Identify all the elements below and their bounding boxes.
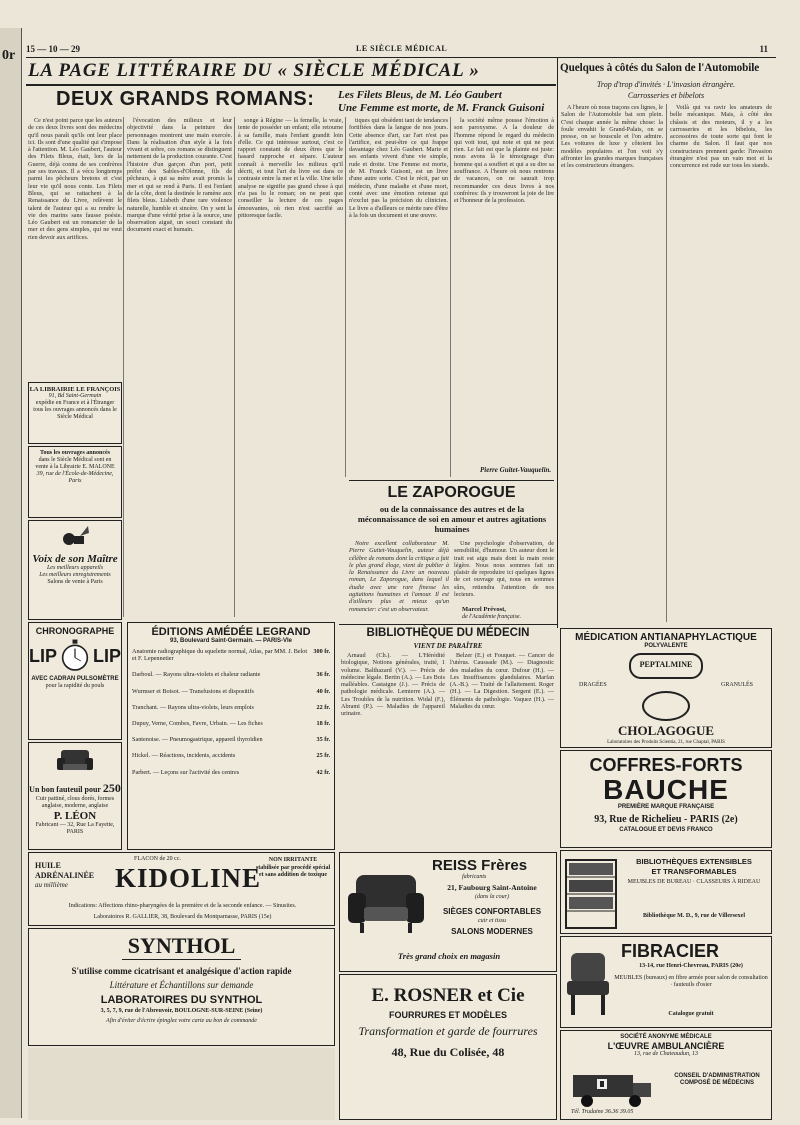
ad-title: Un bon fauteuil pour bbox=[29, 785, 101, 794]
book-item bbox=[132, 736, 330, 743]
ad-title: BIBLIOTHÈQUES EXTENSIBLES bbox=[636, 857, 752, 866]
book-price: 35 fr. bbox=[316, 736, 330, 744]
book-item bbox=[132, 704, 330, 711]
ad-text: MEUBLES (bureaux) en fibre armée pour salon de consultation · fauteuils d'osier bbox=[614, 975, 768, 988]
ad-title: SOCIÉTÉ ANONYME MÉDICALE bbox=[620, 1034, 712, 1040]
ad-council: CONSEIL D'ADMINISTRATION COMPOSÉ DE MÉDECINS bbox=[674, 1073, 760, 1086]
ad-subtitle: Les meilleurs appareils bbox=[46, 565, 104, 571]
ad-fibracier bbox=[560, 936, 772, 1028]
ad-subtitle: AVEC CADRAN PULSOMÈTRE bbox=[31, 676, 119, 682]
ad-catalogue: Catalogue gratuit bbox=[668, 1011, 714, 1017]
armchair-icon bbox=[55, 746, 95, 776]
ad-text: Cuir pattiné, clous dorés, formes anglaise, moderne, anglaise bbox=[35, 796, 115, 809]
book-price: 25 fr. bbox=[316, 752, 330, 760]
ad-brand: Voix de son Maître bbox=[32, 553, 118, 565]
ad-subtitle: POLYVALENTE bbox=[644, 643, 688, 649]
ad-address: 13, rue de Chateaudun, 13 bbox=[634, 1051, 698, 1057]
zaporogue-signature: Marcel Prévost, bbox=[462, 606, 506, 613]
article-column-1 bbox=[28, 117, 122, 379]
ad-subtitle: PREMIÈRE MARQUE FRANÇAISE bbox=[617, 804, 715, 810]
feature-subtitle-1: Les Filets Bleus, de M. Léo Gaubert bbox=[338, 89, 502, 101]
ad-brand: SYNTHOL bbox=[122, 933, 242, 960]
left-edge-fragment bbox=[0, 28, 22, 1118]
book-price: 42 fr. bbox=[316, 768, 330, 776]
feature-headline: DEUX GRANDS ROMANS: bbox=[56, 88, 315, 110]
stopwatch-icon bbox=[61, 636, 89, 676]
ad-address: 48, Rue du Colisée, 48 bbox=[391, 1045, 505, 1059]
book-item bbox=[132, 720, 330, 727]
book-title: Dupuy, Verne, Combes, Favre, Urbain. — Les fiches bbox=[132, 720, 263, 728]
running-header bbox=[26, 44, 776, 56]
article-column-5 bbox=[454, 117, 554, 465]
header-journal: LE SIÈCLE MÉDICAL bbox=[356, 44, 448, 53]
ad-right-line-1: NON IRRITANTE bbox=[268, 857, 318, 863]
ad-right-line-2: stabilisée par procédé spécial et sans addition de toxique bbox=[255, 865, 331, 878]
article-column-3 bbox=[238, 117, 343, 617]
banner-rule bbox=[26, 84, 556, 86]
ad-fauteuil-p-leon bbox=[28, 742, 122, 850]
bottom-left-strip bbox=[28, 1048, 335, 1120]
biblio-left-list bbox=[341, 652, 445, 848]
col-rule bbox=[450, 117, 451, 477]
col-rule bbox=[234, 117, 235, 617]
ad-title: LA LIBRAIRIE LE FRANÇOIS bbox=[29, 386, 121, 393]
ad-left-line-1: HUILE bbox=[35, 861, 61, 870]
auto-left-paragraph: A l'heure où nous traçons ces lignes, le Salon de l'Automobile bat son plein. C'est chaque année la même chose: la foule envahit le Grand-Palais, on se presse, on se bouscule et l'on admire. Les voitures de luxe y côtoient les modèles populaires et l'on voit s'y affronter les grandes marques françaises et les constructeurs étrangers. bbox=[561, 104, 663, 170]
ad-medication-peptalmine bbox=[560, 628, 772, 748]
ad-left-line-2: ADRÉNALINÉE bbox=[35, 871, 95, 880]
zaporogue-subtitle: ou de la connaissance des autres et de la méconnaissance de soi en amour et autres agitations humaines bbox=[357, 504, 547, 534]
biblio-left-entries: Arnaud (Ch.). — L'Hérédité biologique, Notions générales, traité, 1 volume. Balthazard (V.). — Précis de médecine légale. Bertin (A.). — Les Bois malléables. Castaigne (J.). — Précis de pathologie médicale. Lemierre (A.). — Les Troubles de la nutrition. Widal (F.), Abrami (P.). — Maladies de l'appareil urinaire. bbox=[341, 652, 445, 718]
zaporogue-top-rule bbox=[349, 480, 554, 481]
ad-brand: LIP bbox=[29, 645, 58, 666]
header-page-number: 11 bbox=[759, 44, 768, 54]
ad-title: COFFRES-FORTS bbox=[589, 755, 743, 775]
zaporogue-left-text bbox=[349, 540, 449, 620]
ad-line-3: LABORATOIRES DU SYNTHOL bbox=[100, 994, 263, 1006]
auto-right-text bbox=[670, 104, 772, 622]
column-4-text: tiques qui obsèdent tant de tendances fortifiées dans la langue de nos jours. Cette absence d'art, car l'art n'est pas l'artifice, est peut-être ce qui frappe davantage chez Léo Gaubert. Marie et ses enfants vivent d'une vie simple, rude et droite. Une Femme est morte, de M. Franck Guisoni, est un livre d'une autre sorte. C'est le récit, par un médecin, d'une maladie et d'une mort, conté avec une émotion retenue qui n'exclut pas la précision du clinicien. Le livre a d'ailleurs ce mérite rare d'être à la fois un document et une œuvre. bbox=[349, 117, 448, 219]
ad-text: Transformation et garde de fourrures bbox=[358, 1024, 538, 1038]
ad-title: MÉDICATION ANTIANAPHYLACTIQUE bbox=[575, 632, 757, 643]
ad-price: 250 bbox=[102, 781, 121, 795]
ad-subtitle: FOURRURES ET MODÈLES bbox=[388, 1010, 507, 1020]
ad-dragees: DRAGÉES bbox=[579, 682, 607, 688]
peptalmine-seal bbox=[642, 691, 690, 721]
ad-granules: GRANULÉS bbox=[720, 682, 753, 688]
vertical-divider-right bbox=[557, 58, 558, 628]
ad-voix-de-son-maitre bbox=[28, 520, 122, 620]
book-item bbox=[132, 752, 330, 759]
book-title: Parbert. — Leçons sur l'activité des centres bbox=[132, 768, 240, 776]
ad-title: FIBRACIER bbox=[621, 941, 719, 961]
ad-line-3: SALONS MODERNES bbox=[451, 927, 533, 936]
book-price: 18 fr. bbox=[316, 720, 330, 728]
article-column-2 bbox=[127, 117, 232, 617]
header-date: 15 — 10 — 29 bbox=[26, 44, 80, 54]
zaporogue-title: LE ZAPOROGUE bbox=[387, 484, 516, 501]
ad-bibliotheques-extensibles bbox=[560, 850, 772, 934]
ad-left-line-3: au millième bbox=[35, 881, 68, 889]
ad-text: dans le Siècle Médical sont en vente à la Librairie E. MALONE bbox=[35, 457, 115, 470]
ad-address: 3, 5, 7, 9, rue de l'Abreuvoir, BOULOGNE-SUR-SEINE (Seine) bbox=[100, 1008, 263, 1014]
biblio-right-entries: Belzer (E.) et Fouquet. — Cancer de l'utérus. Caussade (M.). — Diagnostic des maladies du cœur. Dufour (H.). — Les Insuffisances glandulaires. Marfan (A.-B.). — Traité de l'allaitement. Roger (H.). — La Digestion. Sergent (E.). — Éléments de pathologie. Vaquez (H.). — Maladies du cœur. bbox=[450, 652, 554, 711]
ad-librairie-malone bbox=[28, 446, 122, 518]
ad-text: MEUBLES DE BUREAU · CLASSEURS À RIDEAU bbox=[627, 879, 761, 885]
armchair-icon bbox=[346, 869, 426, 939]
ad-brand-repeat: LIP bbox=[92, 645, 121, 666]
ad-text: pour la rapidité du pouls bbox=[45, 683, 105, 689]
biblio-right-list bbox=[450, 652, 554, 848]
auto-left-text bbox=[561, 104, 663, 622]
ad-lab: Laboratoires R. GALLIER, 38, Boulevard du Montparnasse, PARIS (15e) bbox=[93, 914, 272, 920]
ad-oeuvre-ambulanciere bbox=[560, 1030, 772, 1120]
col-rule bbox=[123, 117, 124, 617]
book-item bbox=[132, 769, 330, 776]
ad-text: Salons de vente à Paris bbox=[47, 579, 103, 585]
ad-line-4: Très grand choix en magasin bbox=[397, 951, 501, 961]
ad-title: CHRONOGRAPHE bbox=[35, 626, 115, 636]
auto-subtitle-1: Trop d'trop d'invités · L'invasion étrangère. bbox=[596, 80, 736, 89]
wicker-chair-icon bbox=[565, 951, 611, 1017]
ad-coffres-forts-bauche bbox=[560, 750, 772, 848]
ad-address: 39, rue de l'École-de-Médecine, Paris bbox=[36, 471, 114, 484]
book-item bbox=[132, 671, 330, 678]
zaporogue-left-paragraph: Notre excellent collaborateur M. Pierre Guitet-Vauquelin, auteur déjà célèbre de romans dont la critique a fait le plus grand éloge, vient de publier à la Renaissance du Livre un nouveau roman, Le Zaporogue, dans lequel il étudie avec une rare finesse les agitations humaines et l'amour. Il est d'ailleurs plus et mieux qu'un romancier: c'est un observateur. bbox=[349, 540, 449, 613]
ad-flacon: FLACON de 20 cc. bbox=[134, 856, 181, 862]
ad-text: expédie en France et à l'Étranger tous les ouvrages annoncés dans le Siècle Médical bbox=[33, 400, 117, 420]
ad-title: E. ROSNER et Cie bbox=[371, 985, 525, 1006]
ad-address: Fabricant — 32, Rue La Fayette, PARIS bbox=[35, 822, 115, 835]
book-title: Hickel. — Réactions, incidents, accidents bbox=[132, 752, 236, 760]
gramophone-dog-icon bbox=[60, 524, 90, 553]
zaporogue-signature-sub: de l'Académie française. bbox=[462, 614, 522, 620]
ad-subtitle: ET TRANSFORMABLES bbox=[651, 867, 737, 876]
ad-title: REISS Frères bbox=[432, 857, 528, 874]
ad-line-2: cuir et tissu bbox=[478, 918, 506, 924]
ad-line-2: Littérature et Échantillons sur demande bbox=[109, 980, 254, 990]
ad-address: 13-14, rue Henri-Chevreau, PARIS (20e) bbox=[639, 963, 743, 969]
ad-reiss-freres bbox=[339, 852, 557, 972]
ad-subtitle-2: Les meilleurs enregistrements bbox=[39, 572, 111, 578]
ad-footer: Laboratoires des Produits Scientia, 21, rue Chaptal, PARIS bbox=[607, 740, 725, 745]
literary-page-banner: LA PAGE LITTÉRAIRE DU « SIÈCLE MÉDICAL » bbox=[28, 60, 480, 81]
column-2-text: l'évocation des milieux et leur objectivité dans la peinture des personnages montrent une main exercée. Dans la réalisation d'un style à la fois vivant et sobre, ces romans se distinguent nettement de la production courante. C'est l'histoire d'un garçon d'un port, petit préfet des Sables-d'Olonne, fils de pêcheurs, à qui sa mère avait promis la mer et qui se rend à Paris. Il est l'enfant de la côte, dont la destinée le ramène aux filets bleus. Lisbeth d'une rare violence naturelle, humble et sincère. On y sent la marque d'une vérité prise à la source, une observation aiguë, un souci constant du document exact et humain. bbox=[127, 117, 232, 234]
article-signature: Pierre Guitet-Vauquelin. bbox=[480, 466, 552, 474]
article-column-4 bbox=[349, 117, 448, 477]
auto-right-paragraph: Voilà qui va ravir les amateurs de belle mécanique. Mais, à côté des châssis et des moteurs, il y a les carrosseries et les bibelots, les accessoires de toute sorte qui font le charme du Salon. Il faut que nos constructeurs prennent garde: l'invasion étrangère n'est pas un vain mot et la concurrence est rude sur tous les stands. bbox=[670, 104, 772, 170]
ad-brand: KIDOLINE bbox=[115, 863, 262, 893]
header-rule bbox=[26, 57, 776, 58]
biblio-top-rule bbox=[339, 624, 557, 625]
book-title: Tranchant. — Rayons ultra-violets, leurs emplois bbox=[132, 703, 254, 711]
ad-footer: Afin d'éviter d'écrire épinglez votre carte au bon de commande bbox=[106, 1018, 257, 1024]
peptalmine-badge: PEPTALMINE bbox=[629, 653, 703, 679]
zaporogue-right-text bbox=[454, 540, 554, 608]
column-1-text: Ce n'est point parce que les auteurs de ces deux livres sont des médecins qu'il nous paraît qu'ils ont leur place ici. Ils sont d'une qualité qui s'impose à l'attention. M. Léo Gaubert, l'auteur des Filets Bleus, était, lors de la Guerre, déjà connu de ses confrères par ses travaux. Il a vécu longtemps parmi les pêcheurs bretons et c'est leur vie qu'il nous conte. Les Filets Bleus, qui se rattachent à la Renaissance du Livre, relèvent le talent de l'auteur qui a su rendre la vie des marins sans fausse poésie. Léo Gaubert est un romancier de la mer et des gens simples, qui ne veut rien devoir aux artifices. bbox=[28, 117, 122, 241]
ad-brand: L'ŒUVRE AMBULANCIÈRE bbox=[607, 1041, 725, 1051]
bookcase-icon bbox=[565, 859, 617, 929]
ad-rosner bbox=[339, 974, 557, 1120]
left-edge-text: 0r bbox=[2, 48, 16, 63]
book-price: 300 fr. bbox=[313, 648, 330, 655]
book-title: Wurmser et Boisot. — Transfusions et dispositifs bbox=[132, 687, 254, 695]
ad-title: Tous les ouvrages annoncés bbox=[40, 450, 110, 456]
ad-name: CHOLAGOGUE bbox=[617, 723, 715, 738]
column-5-text: la société même pousse l'émotion à son paroxysme. A la douleur de l'homme répond le regard du médecin qui voit tout, qui note et qui ne peut rien. Le fait est que la plainte est juste: nous avons là le témoignage d'un homme qui a souffert et qui a su dire sa souffrance. A l'heure où nous rentrons de vacances, on ne saurait trop recommander ces deux livres à nos confrères: ils y trouveront la joie de lire et l'honneur de la profession. bbox=[454, 117, 554, 205]
ad-indications: Indications: Affections rhino-pharyngées de la première et de la seconde enfance. — Sinusites. bbox=[68, 903, 297, 909]
ad-telephone: Tél. Trudaine 36.36 39.05 bbox=[571, 1109, 634, 1115]
ad-address: 91, Bd Saint-Germain bbox=[48, 393, 102, 399]
biblio-subtitle: VIENT DE PARAÎTRE bbox=[413, 642, 483, 650]
ad-address-2: (dans la cour) bbox=[475, 894, 509, 900]
auto-title: Quelques à côtés du Salon de l'Automobile bbox=[560, 62, 760, 74]
ad-librairie-le-francois bbox=[28, 382, 122, 444]
ad-brand: BAUCHE bbox=[603, 774, 729, 805]
ad-lip-chronograph bbox=[28, 622, 122, 740]
ad-synthol bbox=[28, 928, 335, 1046]
ambulance-car-icon bbox=[567, 1069, 657, 1109]
zaporogue-right-paragraph: Une psychologie d'observation, de sensibilité, d'humour. Un auteur dont le trait est aigu mais dont la main reste légère. Nous nous sommes fait un plaisir de reproduire ici quelques lignes de cet ouvrage qui, nous en sommes sûrs, retiendra l'attention de nos lecteurs. bbox=[454, 540, 554, 599]
ad-address: Bibliothèque M. D., 9, rue de Villersexel bbox=[643, 913, 745, 919]
book-title: Santenoise. — Pneumogastrique, appareil thyroïdien bbox=[132, 736, 263, 744]
ad-line-1: SIÈGES CONFORTABLES bbox=[442, 907, 542, 916]
book-title: Darboul. — Rayons ultra-violets et chaleur radiante bbox=[132, 671, 261, 679]
book-item bbox=[132, 648, 330, 662]
ad-title: ÉDITIONS AMÉDÉE LEGRAND bbox=[151, 626, 311, 638]
book-price: 40 fr. bbox=[316, 687, 330, 695]
book-price: 36 fr. bbox=[316, 671, 330, 679]
ad-tag: fabricants bbox=[462, 874, 487, 880]
book-title: Anatomie radiographique du squelette normal, Atlas, par MM. J. Belot et F. Lepennetier bbox=[132, 648, 308, 663]
column-3-text: songe à Régine — la femelle, la vraie, tente de posséder un enfant; elle retourne à sa famille, mais l'enfant grandit loin d'elle. Ce qui intéresse surtout, c'est ce rapport constant de deux êtres que le hasard rapproche et sépare. L'auteur connaît à merveille les milieux qu'il décrit, et tout l'art du livre est dans ce contraste entre la mer et la ville. Une telle analyse ne signifie pas grand chose à qui n'a pas lu le roman; on ne peut que conseiller la lecture de ces pages émouvantes, où rien n'est sacrifié au pittoresque facile. bbox=[238, 117, 343, 219]
book-list bbox=[128, 648, 334, 776]
col-rule bbox=[666, 104, 667, 622]
ad-address: 93, Rue de Richelieu - PARIS (2e) bbox=[594, 814, 738, 825]
col-rule bbox=[345, 117, 346, 477]
ad-brand: P. LÉON bbox=[53, 810, 97, 822]
feature-subtitle-2: Une Femme est morte, de M. Franck Guisoni bbox=[338, 102, 545, 114]
ad-address: 93, Boulevard Saint-Germain. — PARIS-VIe bbox=[170, 638, 292, 644]
ad-catalogue: CATALOGUE ET DEVIS FRANCO bbox=[619, 827, 713, 833]
book-item bbox=[132, 688, 330, 695]
ad-line-1: S'utilise comme cicatrisant et analgésique d'action rapide bbox=[71, 966, 292, 976]
ad-kidoline bbox=[28, 852, 335, 926]
auto-subtitle-2: Carrosseries et bibelots bbox=[627, 91, 705, 100]
ad-address: 21, Faubourg Saint-Antoine bbox=[447, 883, 537, 892]
ad-editions-amedee-legrand bbox=[127, 622, 335, 850]
biblio-title: BIBLIOTHÈQUE DU MÉDECIN bbox=[366, 627, 530, 639]
book-price: 22 fr. bbox=[316, 703, 330, 711]
